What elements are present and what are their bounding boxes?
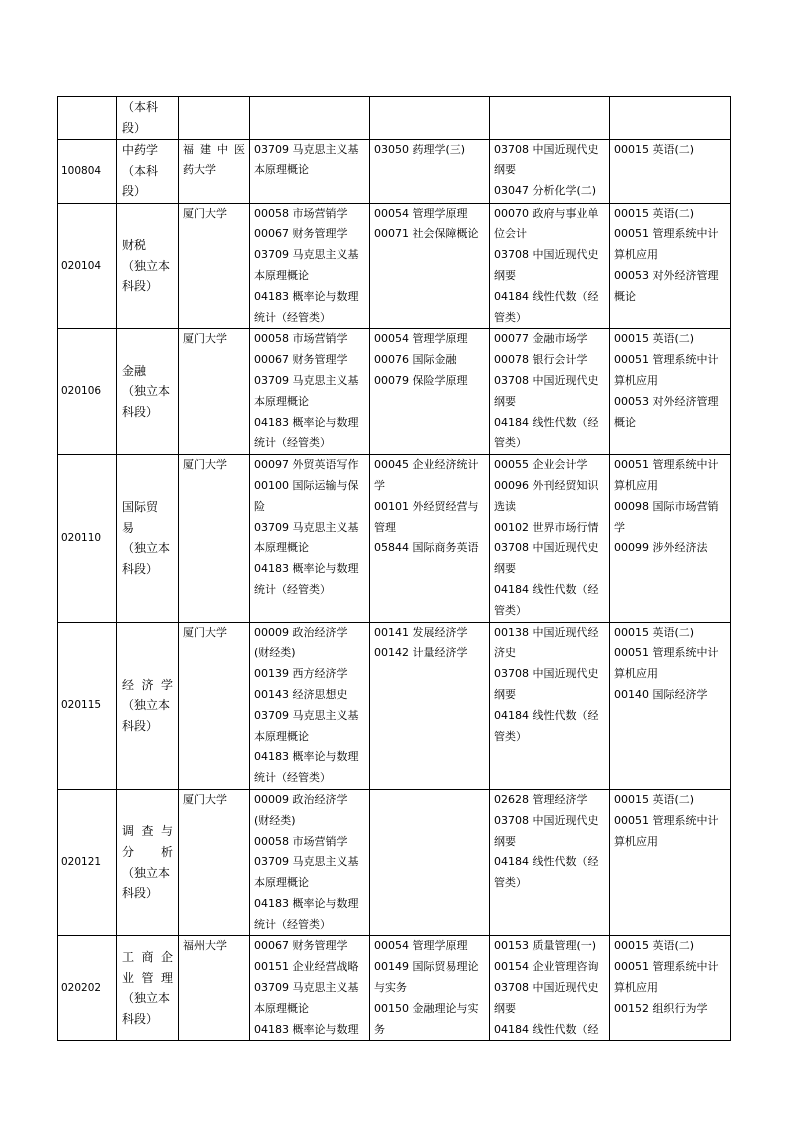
cell-line: 00015 英语(二) <box>614 792 695 806</box>
cell-line: 03709 马克思主义基 <box>254 520 359 534</box>
cell-line: 03708 中国近现代史 <box>494 813 599 827</box>
cell-line: 算机应用 <box>614 981 658 995</box>
major-code-cell: 020202 <box>58 936 117 1041</box>
course-col-2-cell <box>370 622 490 789</box>
cell-line: 经济学 <box>122 677 173 692</box>
cell-line: 济史 <box>494 646 516 660</box>
cell-line: 纲要 <box>494 268 516 282</box>
cell-line: 00152 组织行为学 <box>614 1001 708 1015</box>
cell-line: 03708 中国近现代史 <box>494 142 599 156</box>
major-code-cell: 020110 <box>58 455 117 622</box>
cell-line: 中药学 <box>122 142 159 157</box>
major-name-cell <box>117 936 179 1041</box>
course-col-2-cell <box>370 455 490 622</box>
table-row <box>58 203 731 329</box>
cell-line: 00009 政治经济学 <box>254 625 348 639</box>
cell-line: 选读 <box>494 499 516 513</box>
course-col-1-cell <box>250 97 370 140</box>
cell-line: 厦门大学 <box>183 458 227 472</box>
cell-line: （独立本 <box>122 698 171 713</box>
course-col-1-cell <box>250 203 370 329</box>
cell-line: 务 <box>374 1022 385 1036</box>
school-cell <box>179 936 250 1041</box>
cell-line: 00100 国际运输与保 <box>254 478 359 492</box>
cell-line: 纲要 <box>494 687 516 701</box>
cell-line: 00079 保险学原理 <box>374 373 468 387</box>
school-cell <box>179 139 250 203</box>
course-col-3-cell <box>490 139 610 203</box>
cell-line: 福建中医 <box>183 142 245 156</box>
course-col-4-cell <box>610 203 731 329</box>
cell-line: 00015 英语(二) <box>614 939 695 953</box>
cell-line: 业管理 <box>122 970 173 985</box>
cell-line: 03709 马克思主义基 <box>254 373 359 387</box>
cell-line: 00067 财务管理学 <box>254 353 348 367</box>
cell-line: 管类） <box>494 310 527 324</box>
course-col-1-cell <box>250 936 370 1041</box>
course-col-3-cell <box>490 97 610 140</box>
course-col-2-cell <box>370 97 490 140</box>
cell-line: 位会计 <box>494 227 527 241</box>
course-col-2-cell <box>370 936 490 1041</box>
cell-line: 厦门大学 <box>183 332 227 346</box>
cell-line: 00053 对外经济管理 <box>614 394 719 408</box>
cell-line: 统计（经管类） <box>254 436 331 450</box>
cell-line: 算机应用 <box>614 667 658 681</box>
cell-line: 本原理概论 <box>254 541 309 555</box>
cell-line: 本原理概论 <box>254 268 309 282</box>
cell-line: 00058 市场营销学 <box>254 332 348 346</box>
major-code-cell: 020106 <box>58 329 117 455</box>
table-row <box>58 789 731 936</box>
cell-line: 03047 分析化学(二) <box>494 184 597 198</box>
course-col-4-cell <box>610 97 731 140</box>
cell-line: （独立本 <box>122 541 171 556</box>
cell-line: 00078 银行会计学 <box>494 353 588 367</box>
course-col-1-cell <box>250 455 370 622</box>
cell-line: 本原理概论 <box>254 876 309 890</box>
cell-line: 03709 马克思主义基 <box>254 142 359 156</box>
major-code-cell <box>58 97 117 140</box>
cell-line: 管类） <box>494 876 527 890</box>
course-col-1-cell <box>250 622 370 789</box>
course-col-3-cell <box>490 329 610 455</box>
table-row <box>58 97 731 140</box>
cell-line: 00051 管理系统中计 <box>614 227 719 241</box>
course-col-1-cell <box>250 329 370 455</box>
cell-line: （独立本 <box>122 384 171 399</box>
cell-line: 分析 <box>122 844 173 859</box>
cell-line: 统计（经管类） <box>254 310 331 324</box>
cell-line: 统计（经管类） <box>254 917 331 931</box>
cell-line: 科段） <box>122 1012 159 1027</box>
major-name-cell <box>117 622 179 789</box>
cell-line: 科段） <box>122 405 159 420</box>
cell-line: 03708 中国近现代史 <box>494 248 599 262</box>
cell-line: 厦门大学 <box>183 625 227 639</box>
course-col-4-cell <box>610 139 731 203</box>
cell-line: （独立本 <box>122 865 171 880</box>
cell-line: 厦门大学 <box>183 206 227 220</box>
cell-line: 概论 <box>614 289 636 303</box>
cell-line: 00015 英语(二) <box>614 142 695 156</box>
cell-line: 与实务 <box>374 981 407 995</box>
course-col-2-cell <box>370 203 490 329</box>
course-col-2-cell <box>370 139 490 203</box>
cell-line: 调查与 <box>122 824 173 839</box>
major-name-cell <box>117 203 179 329</box>
major-code-cell: 100804 <box>58 139 117 203</box>
cell-line: 纲要 <box>494 394 516 408</box>
course-col-3-cell <box>490 203 610 329</box>
table-row <box>58 622 731 789</box>
cell-line: 04184 线性代数（经 <box>494 582 599 596</box>
cell-line: （独立本 <box>122 258 171 273</box>
cell-line: 04183 概率论与数理 <box>254 1022 359 1036</box>
cell-line: 算机应用 <box>614 373 658 387</box>
cell-line: 04184 线性代数（经 <box>494 289 599 303</box>
cell-line: 00054 管理学原理 <box>374 939 468 953</box>
cell-line: 算机应用 <box>614 478 658 492</box>
cell-line: 03050 药理学(三) <box>374 142 466 156</box>
cell-line: 04183 概率论与数理 <box>254 750 359 764</box>
cell-line: 00140 国际经济学 <box>614 687 708 701</box>
cell-line: 00097 外贸英语写作 <box>254 458 359 472</box>
cell-line: 00054 管理学原理 <box>374 332 468 346</box>
cell-line: 药大学 <box>183 163 216 177</box>
cell-line: 财税 <box>122 237 147 252</box>
school-cell <box>179 789 250 936</box>
cell-line: 00149 国际贸易理论 <box>374 960 479 974</box>
course-col-3-cell <box>490 789 610 936</box>
cell-line: 05844 国际商务英语 <box>374 541 479 555</box>
cell-line: 纲要 <box>494 834 516 848</box>
course-col-4-cell <box>610 455 731 622</box>
cell-line: 金融 <box>122 363 147 378</box>
cell-line: 算机应用 <box>614 248 658 262</box>
cell-line: 00051 管理系统中计 <box>614 353 719 367</box>
cell-line: 管类） <box>494 436 527 450</box>
cell-line: 本原理概论 <box>254 394 309 408</box>
exam-schedule-table <box>57 96 731 1041</box>
school-cell <box>179 329 250 455</box>
major-name-cell <box>117 455 179 622</box>
course-col-4-cell <box>610 329 731 455</box>
cell-line: 学 <box>614 520 625 534</box>
major-name-cell <box>117 789 179 936</box>
cell-line: 国际贸 <box>122 499 159 514</box>
cell-line: 00054 管理学原理 <box>374 206 468 220</box>
cell-line: 00015 英语(二) <box>614 206 695 220</box>
cell-line: 算机应用 <box>614 834 658 848</box>
cell-line: (财经类) <box>254 813 296 827</box>
cell-line: 福州大学 <box>183 939 227 953</box>
cell-line: 工商企 <box>122 949 173 964</box>
major-code-cell: 020115 <box>58 622 117 789</box>
cell-line: 纲要 <box>494 163 516 177</box>
cell-line: 00141 发展经济学 <box>374 625 468 639</box>
cell-line: 厦门大学 <box>183 792 227 806</box>
cell-line: 03709 马克思主义基 <box>254 981 359 995</box>
cell-line: 03708 中国近现代史 <box>494 373 599 387</box>
cell-line: 00053 对外经济管理 <box>614 268 719 282</box>
cell-line: 04184 线性代数（经 <box>494 415 599 429</box>
cell-line: 00154 企业管理咨询 <box>494 960 599 974</box>
cell-line: 02628 管理经济学 <box>494 792 588 806</box>
school-cell <box>179 203 250 329</box>
cell-line: 易 <box>122 520 135 535</box>
cell-line: 00009 政治经济学 <box>254 792 348 806</box>
cell-line: 03708 中国近现代史 <box>494 667 599 681</box>
cell-line: 00045 企业经济统计 <box>374 458 479 472</box>
cell-line: 00051 管理系统中计 <box>614 458 719 472</box>
cell-line: 04184 线性代数（经 <box>494 708 599 722</box>
cell-line: 00058 市场营销学 <box>254 834 348 848</box>
cell-line: 00071 社会保障概论 <box>374 227 479 241</box>
cell-line: 本原理概论 <box>254 1001 309 1015</box>
cell-line: 04183 概率论与数理 <box>254 896 359 910</box>
cell-line: 统计（经管类） <box>254 771 331 785</box>
table-body <box>58 97 731 1041</box>
cell-line: 04184 线性代数（经 <box>494 1022 599 1036</box>
course-col-1-cell <box>250 139 370 203</box>
cell-line: 00058 市场营销学 <box>254 206 348 220</box>
cell-line: 00076 国际金融 <box>374 353 457 367</box>
cell-line: 00070 政府与事业单 <box>494 206 599 220</box>
cell-line: 科段） <box>122 279 159 294</box>
course-col-2-cell <box>370 329 490 455</box>
cell-line: 03708 中国近现代史 <box>494 541 599 555</box>
cell-line: 00051 管理系统中计 <box>614 960 719 974</box>
school-cell <box>179 455 250 622</box>
table-row <box>58 329 731 455</box>
major-name-cell <box>117 97 179 140</box>
cell-line: 00051 管理系统中计 <box>614 813 719 827</box>
cell-line: 管类） <box>494 729 527 743</box>
cell-line: 03709 马克思主义基 <box>254 708 359 722</box>
cell-line: （本科段） <box>122 100 159 135</box>
school-cell <box>179 97 250 140</box>
cell-line: 00102 世界市场行情 <box>494 520 599 534</box>
cell-line: 03708 中国近现代史 <box>494 981 599 995</box>
cell-line: 00139 西方经济学 <box>254 667 348 681</box>
cell-line: 统计（经管类） <box>254 582 331 596</box>
cell-line: 00153 质量管理(一) <box>494 939 597 953</box>
cell-line: 科段） <box>122 562 159 577</box>
cell-line: 00015 英语(二) <box>614 332 695 346</box>
course-col-4-cell <box>610 622 731 789</box>
cell-line: 03709 马克思主义基 <box>254 248 359 262</box>
cell-line: 管类） <box>494 603 527 617</box>
table-row <box>58 936 731 1041</box>
cell-line: 00142 计量经济学 <box>374 646 468 660</box>
table-row <box>58 139 731 203</box>
course-col-3-cell <box>490 622 610 789</box>
major-code-cell: 020104 <box>58 203 117 329</box>
cell-line: 04183 概率论与数理 <box>254 562 359 576</box>
course-col-3-cell <box>490 936 610 1041</box>
cell-line: 纲要 <box>494 1001 516 1015</box>
cell-line: 04183 概率论与数理 <box>254 289 359 303</box>
course-col-4-cell <box>610 789 731 936</box>
cell-line: 00143 经济思想史 <box>254 687 348 701</box>
cell-line: 本原理概论 <box>254 163 309 177</box>
course-col-4-cell <box>610 936 731 1041</box>
course-col-3-cell <box>490 455 610 622</box>
cell-line: （本科段） <box>122 163 159 199</box>
table-row <box>58 455 731 622</box>
cell-line: 03709 马克思主义基 <box>254 855 359 869</box>
cell-line: 00015 英语(二) <box>614 625 695 639</box>
major-code-cell: 020121 <box>58 789 117 936</box>
major-name-cell <box>117 329 179 455</box>
cell-line: 科段） <box>122 719 159 734</box>
course-col-2-cell <box>370 789 490 936</box>
cell-line: 本原理概论 <box>254 729 309 743</box>
cell-line: 管理 <box>374 520 396 534</box>
cell-line: 概论 <box>614 415 636 429</box>
cell-line: 00151 企业经营战略 <box>254 960 359 974</box>
cell-line: 04183 概率论与数理 <box>254 415 359 429</box>
cell-line: 04184 线性代数（经 <box>494 855 599 869</box>
cell-line: 00077 金融市场学 <box>494 332 588 346</box>
cell-line: 00138 中国近现代经 <box>494 625 599 639</box>
cell-line: 00150 金融理论与实 <box>374 1001 479 1015</box>
major-name-cell <box>117 139 179 203</box>
course-col-1-cell <box>250 789 370 936</box>
cell-line: (财经类) <box>254 646 296 660</box>
cell-line: 00051 管理系统中计 <box>614 646 719 660</box>
cell-line: 00096 外刊经贸知识 <box>494 478 599 492</box>
cell-line: 险 <box>254 499 265 513</box>
cell-line: 00067 财务管理学 <box>254 227 348 241</box>
cell-line: 00098 国际市场营销 <box>614 499 719 513</box>
cell-line: （独立本 <box>122 991 171 1006</box>
cell-line: 00055 企业会计学 <box>494 458 588 472</box>
cell-line: 学 <box>374 478 385 492</box>
cell-line: 00099 涉外经济法 <box>614 541 708 555</box>
cell-line: 纲要 <box>494 562 516 576</box>
cell-line: 00101 外经贸经营与 <box>374 499 479 513</box>
cell-line: 00067 财务管理学 <box>254 939 348 953</box>
cell-line: 科段） <box>122 886 159 901</box>
school-cell <box>179 622 250 789</box>
